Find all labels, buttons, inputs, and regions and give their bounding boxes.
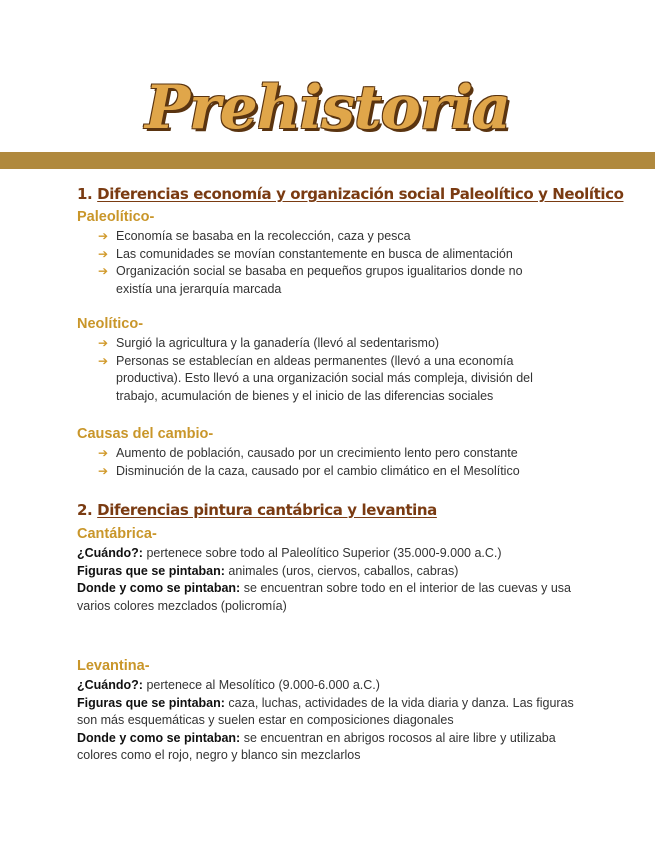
section-2-heading <box>77 501 437 519</box>
levantina-heading <box>77 658 150 674</box>
section-1-heading <box>77 185 624 203</box>
section-1-title: Diferencias economía y organización social Paleolítico y Neolítico <box>97 185 624 203</box>
neolitico-heading <box>77 316 143 332</box>
neolitico-label: Neolítico <box>77 316 139 332</box>
levantina-dash: - <box>144 658 150 674</box>
levantina-cuando: ¿Cuándo?: pertenece al Mesolítico (9.000-6.000 a.C.) <box>77 678 380 692</box>
neolitico-dash: - <box>138 316 144 332</box>
causas-label: Causas del cambio <box>77 426 209 442</box>
list-item: ➔ Organización social se basaba en pequeños grupos igualitarios donde no existía una jerarquía marcada <box>98 264 523 296</box>
cantabrica-label: Cantábrica <box>77 526 152 542</box>
list-item: ➔ Aumento de población, causado por un crecimiento lento pero constante <box>0 445 561 463</box>
list-item: ➔ Economía se basaba en la recolección, caza y pesca <box>0 228 561 246</box>
causas-heading <box>77 426 213 442</box>
paleolitico-heading <box>77 209 154 225</box>
arrow-icon: ➔ <box>98 353 109 368</box>
cantabrica-details <box>77 545 582 615</box>
list-item: ➔ Surgió la agricultura y la ganadería (llevó al sedentarismo) <box>0 335 561 353</box>
title-band <box>0 152 655 169</box>
list-item: ➔ Disminución de la caza, causado por el cambio climático en el Mesolítico <box>0 463 561 481</box>
section-1-number: 1. <box>77 185 93 203</box>
arrow-icon: ➔ <box>98 246 109 261</box>
section-2-number: 2. <box>77 501 93 519</box>
arrow-icon: ➔ <box>98 229 109 243</box>
causas-list <box>0 445 561 480</box>
arrow-icon: ➔ <box>98 264 109 278</box>
section-2-title: Diferencias pintura cantábrica y levantina <box>97 501 437 519</box>
cantabrica-heading <box>77 526 157 542</box>
levantina-details <box>77 677 582 765</box>
cantabrica-figuras: Figuras que se pintaban: animales (uros, ciervos, caballos, cabras) <box>77 563 459 578</box>
levantina-donde: Donde y como se pintaban: se encuentran en abrigos rocosos al aire libre y utilizaba colores como el rojo, negro y blanco sin mezclarlos <box>77 730 556 762</box>
cantabrica-dash: - <box>151 526 157 542</box>
arrow-icon: ➔ <box>98 463 109 478</box>
levantina-figuras: Figuras que se pintaban: caza, luchas, actividades de la vida diaria y danza. Las figuras son más esquemáticas y suelen estar en composiciones diagonales <box>77 695 574 727</box>
paleolitico-dash: - <box>149 209 155 225</box>
levantina-label: Levantina <box>77 658 145 674</box>
page-title: Prehistoria <box>144 73 511 143</box>
arrow-icon: ➔ <box>98 336 109 350</box>
neolitico-list <box>0 335 561 405</box>
causas-dash: - <box>208 426 214 442</box>
cantabrica-donde: Donde y como se pintaban: se encuentran sobre todo en el interior de las cuevas y usa varios colores mezclados (policromía) <box>77 581 571 613</box>
arrow-icon: ➔ <box>98 446 109 460</box>
cantabrica-cuando: ¿Cuándo?: pertenece sobre todo al Paleolítico Superior (35.000-9.000 a.C.) <box>77 546 502 560</box>
list-item: ➔ Las comunidades se movían constantemente en busca de alimentación <box>0 246 561 264</box>
list-item: ➔ Personas se establecían en aldeas permanentes (llevó a una economía productiva). Esto llevó a una organización social más compleja, división del trabajo, acumulación de bienes y el inicio de las diferencias sociales <box>98 353 533 403</box>
paleolitico-label: Paleolítico <box>77 209 150 225</box>
paleolitico-list <box>0 228 561 298</box>
